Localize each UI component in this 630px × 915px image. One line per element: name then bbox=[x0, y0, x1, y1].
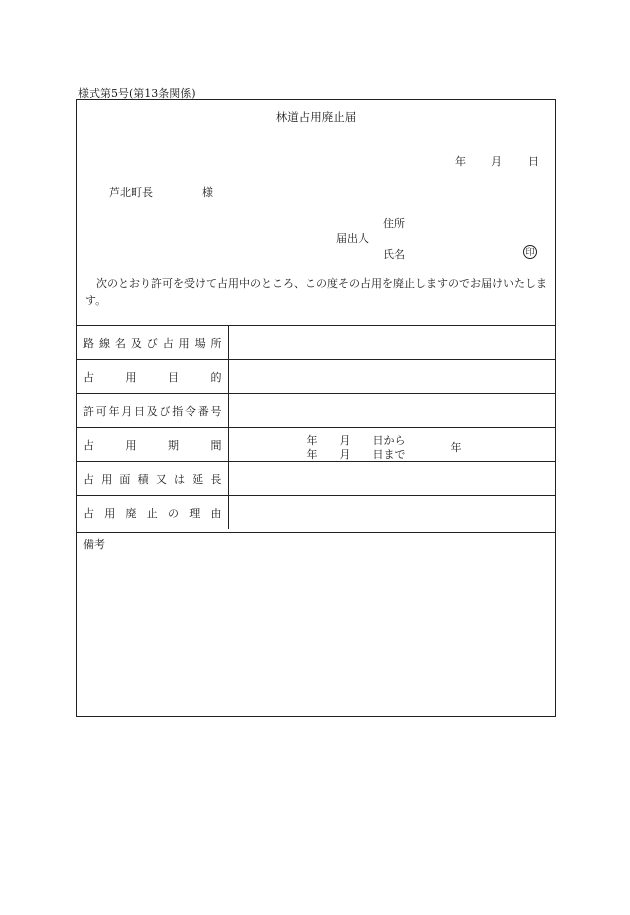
addressee: 芦北町長 bbox=[109, 186, 153, 199]
date-year-label: 年 bbox=[455, 155, 466, 168]
label-char: 日 bbox=[134, 404, 145, 418]
label-char: 用 bbox=[101, 472, 113, 486]
label-char: 令 bbox=[185, 404, 196, 418]
row-label bbox=[77, 326, 228, 360]
label-char: 占 bbox=[83, 472, 94, 486]
table-row bbox=[77, 360, 555, 394]
area-label bbox=[83, 471, 222, 487]
label-char: び bbox=[146, 336, 158, 350]
label-char: 場 bbox=[194, 336, 206, 350]
permit-date-label bbox=[83, 403, 222, 419]
period-content bbox=[229, 428, 556, 461]
label-char: 占 bbox=[162, 336, 174, 350]
reason-label bbox=[83, 505, 222, 521]
remarks-label: 備考 bbox=[83, 538, 105, 551]
label-char: は bbox=[174, 472, 186, 486]
label-char: 間 bbox=[210, 438, 222, 452]
period-until: 年 月 日まで bbox=[306, 448, 406, 461]
remarks-box[interactable] bbox=[77, 532, 555, 718]
table-row bbox=[77, 394, 555, 428]
form-title: 林道占用廃止届 bbox=[275, 110, 357, 124]
area-field[interactable] bbox=[228, 462, 555, 496]
label-char: 年 bbox=[108, 404, 120, 418]
reason-field[interactable] bbox=[228, 496, 555, 530]
label-char: 的 bbox=[210, 370, 222, 384]
label-char: 番 bbox=[197, 404, 209, 418]
period-years: 年 bbox=[450, 441, 462, 454]
permit-date-field[interactable] bbox=[228, 394, 555, 428]
form-frame bbox=[76, 99, 556, 717]
label-char: 線 bbox=[98, 336, 110, 350]
label-char: 占 bbox=[83, 506, 94, 520]
label-char: 及 bbox=[130, 336, 142, 350]
row-label bbox=[77, 360, 228, 394]
label-char: 止 bbox=[146, 506, 158, 520]
label-char: び bbox=[159, 404, 171, 418]
row-label bbox=[77, 428, 228, 462]
label-char: 用 bbox=[125, 370, 137, 384]
label-char: 廃 bbox=[125, 506, 137, 520]
date-month-label: 月 bbox=[491, 155, 502, 168]
body-text: 次のとおり許可を受けて占用中のところ、この度その占用を廃止しますのでお届けいたします。 bbox=[85, 277, 547, 307]
notifier-label: 届出人 bbox=[336, 232, 369, 245]
label-char: 月 bbox=[121, 404, 133, 418]
label-char: 理 bbox=[189, 506, 201, 520]
label-char: 及 bbox=[146, 404, 158, 418]
table-row bbox=[77, 462, 555, 496]
label-char: 名 bbox=[114, 336, 126, 350]
label-char: 所 bbox=[210, 336, 222, 350]
period-field[interactable] bbox=[228, 428, 555, 462]
label-char: 期 bbox=[168, 438, 179, 452]
period-from: 年 月 日から bbox=[306, 434, 406, 447]
purpose-label bbox=[83, 369, 222, 385]
address-label: 住所 bbox=[383, 217, 405, 230]
label-char: 延 bbox=[192, 472, 204, 486]
label-char: 又 bbox=[155, 472, 167, 486]
label-char: 面 bbox=[119, 472, 131, 486]
purpose-field[interactable] bbox=[228, 360, 555, 394]
period-label bbox=[83, 437, 222, 453]
table-row bbox=[77, 326, 555, 360]
label-char: 用 bbox=[125, 438, 137, 452]
label-char: 用 bbox=[178, 336, 190, 350]
label-char: 占 bbox=[83, 438, 94, 452]
label-char: 指 bbox=[172, 404, 184, 418]
label-char: の bbox=[168, 506, 179, 520]
table-row bbox=[77, 496, 555, 530]
name-label: 氏名 bbox=[383, 248, 405, 261]
form-number-label: 様式第5号(第13条関係) bbox=[78, 87, 196, 100]
route-location-field[interactable] bbox=[228, 326, 555, 360]
label-char: 路 bbox=[83, 336, 94, 350]
label-char: 号 bbox=[210, 404, 222, 418]
route-location-label bbox=[83, 335, 222, 351]
honorific: 様 bbox=[202, 186, 213, 199]
row-label bbox=[77, 462, 228, 496]
table-row bbox=[77, 428, 555, 462]
row-label bbox=[77, 394, 228, 428]
label-char: 長 bbox=[210, 472, 222, 486]
label-char: 許 bbox=[83, 404, 94, 418]
label-char: 用 bbox=[104, 506, 116, 520]
label-char: 積 bbox=[137, 472, 149, 486]
label-char: 可 bbox=[95, 404, 107, 418]
label-char: 占 bbox=[83, 370, 94, 384]
details-table bbox=[77, 325, 555, 529]
seal-icon: 印 bbox=[523, 245, 537, 259]
label-char: 目 bbox=[168, 370, 179, 384]
row-label bbox=[77, 496, 228, 530]
label-char: 由 bbox=[210, 506, 222, 520]
date-day-label: 日 bbox=[528, 155, 539, 168]
